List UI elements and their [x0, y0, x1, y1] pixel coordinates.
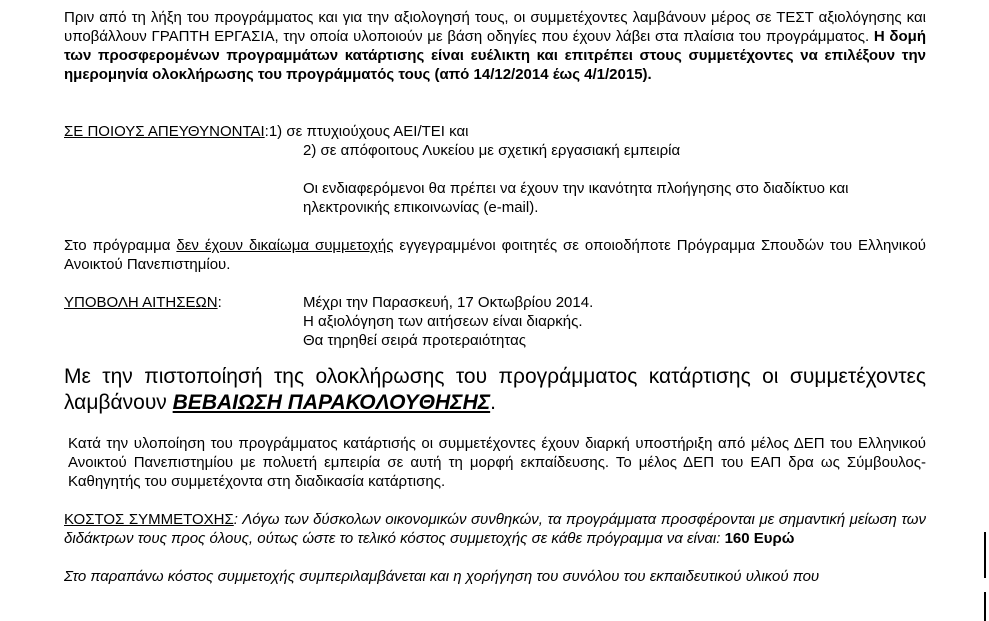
spacer — [64, 491, 926, 510]
certificate-pre: Με την πιστοποίησή της ολοκλήρωσης του προγράμματος κατάρτισης οι συμμετέχοντες λαμβάνουν — [64, 365, 926, 414]
footnote-paragraph: Στο παραπάνω κόστος συμμετοχής συμπεριλαμβάνεται και η χορήγηση του συνόλου του εκπαιδευτικού υλικού που — [64, 568, 820, 585]
intro-paragraph — [64, 8, 926, 84]
spacer — [64, 416, 926, 434]
certificate-emphasis-text: ΒΕΒΑΙΩΣΗ ΠΑΡΑΚΟΛΟΥΘΗΣΗΣ — [172, 391, 491, 414]
eligibility-paragraph — [64, 236, 926, 274]
applications-line-1: Μέχρι την Παρασκευή, 17 Οκτωβρίου 2014. — [303, 294, 594, 311]
applications-line-3: Θα τηρηθεί σειρά προτεραιότητας — [303, 332, 527, 349]
cost-amount: 160 Ευρώ — [724, 530, 795, 547]
applications-label-wrap — [64, 293, 303, 312]
intro-bold-text: Η δομή των προσφερομένων προγραμμάτων κατάρτισης είναι ευέλικτη και επιτρέπει στους συμμετέχοντες να επιλέξουν την ημερομηνία ολοκλήρωσης του προγράμματός τους (από 14/12/2014 έως 4/1/2015). — [64, 28, 926, 83]
applications-line-2: Η αξιολόγηση των αιτήσεων είναι διαρκής. — [303, 313, 583, 330]
spacer — [64, 274, 926, 293]
audience-label: ΣΕ ΠΟΙΟΥΣ ΑΠΕΥΘΥΝΟΝΤΑΙ — [64, 123, 265, 140]
audience-colon: : — [264, 123, 269, 140]
cost-label: ΚΟΣΤΟΣ ΣΥΜΜΕΤΟΧΗΣ — [64, 511, 234, 528]
certificate-paragraph — [64, 364, 926, 416]
spacer — [64, 103, 926, 122]
document-page — [64, 8, 926, 586]
audience-item-2: 2) σε απόφοιτους Λυκείου με σχετική εργασιακή εμπειρία — [303, 142, 681, 159]
certificate-post: . — [490, 391, 496, 414]
page-edge-marker — [984, 592, 986, 621]
applications-label: ΥΠΟΒΟΛΗ ΑΙΤΗΣΕΩΝ — [64, 294, 218, 311]
spacer — [64, 350, 926, 364]
support-paragraph: Κατά την υλοποίηση του προγράμματος κατάρτισής οι συμμετέχοντες έχουν διαρκή υποστήριξη από μέλος ΔΕΠ του Ελληνικού Ανοικτού Πανεπιστημίου με πολυετή εμπειρία σε αυτή τη μορφή εκπαίδευσης. Το μέλος ΔΕΠ του ΕΑΠ δρα ως Σύμβουλος-Καθηγητής του συμμετέχοντα στη διαδικασία κατάρτισης. — [68, 435, 926, 490]
spacer — [64, 160, 926, 179]
page-edge-marker — [984, 532, 986, 578]
certificate-emphasis — [173, 391, 491, 414]
cost-text: : Λόγω των δύσκολων οικονομικών συνθηκών, τα προγράμματα προσφέρονται με σημαντική μείωση των διδάκτρων τους προς όλους, ούτως ώστε το τελικό κόστος συμμετοχής σε κάθε πρόγραμμα να είναι: — [64, 511, 926, 547]
audience-note: Οι ενδιαφερόμενοι θα πρέπει να έχουν την ικανότητα πλοήγησης στο διαδίκτυο και ηλεκτρονικής επικοινωνίας (e-mail). — [303, 180, 849, 216]
audience-row — [64, 122, 926, 141]
eligibility-underlined: δεν έχουν δικαίωμα συμμετοχής — [176, 237, 394, 254]
eligibility-post: εγγεγραμμένοι φοιτητές σε οποιοδήποτε Πρόγραμμα Σπουδών του Ελληνικού Ανοικτού Πανεπιστημίου. — [64, 237, 926, 273]
applications-colon: : — [217, 294, 222, 311]
eligibility-pre: Στο πρόγραμμα — [64, 237, 177, 254]
intro-text: Πριν από τη λήξη του προγράμματος και για την αξιολογησή τους, οι συμμετέχοντες λαμβάνουν μέρος σε ΤΕΣΤ αξιολόγησης και υποβάλλουν ΓΡΑΠΤΗ ΕΡΓΑΣΙΑ, την οποία υλοποιούν με βάση οδηγίες που έχουν λάβει στα πλαίσια του προγράμματος. — [64, 9, 926, 45]
applications-row — [64, 293, 926, 312]
audience-item-1: 1) σε πτυχιούχους ΑΕΙ/ΤΕΙ και — [268, 123, 469, 140]
cost-paragraph — [64, 510, 926, 548]
audience-label-wrap — [64, 122, 269, 141]
spacer — [64, 548, 926, 567]
spacer — [64, 217, 926, 236]
